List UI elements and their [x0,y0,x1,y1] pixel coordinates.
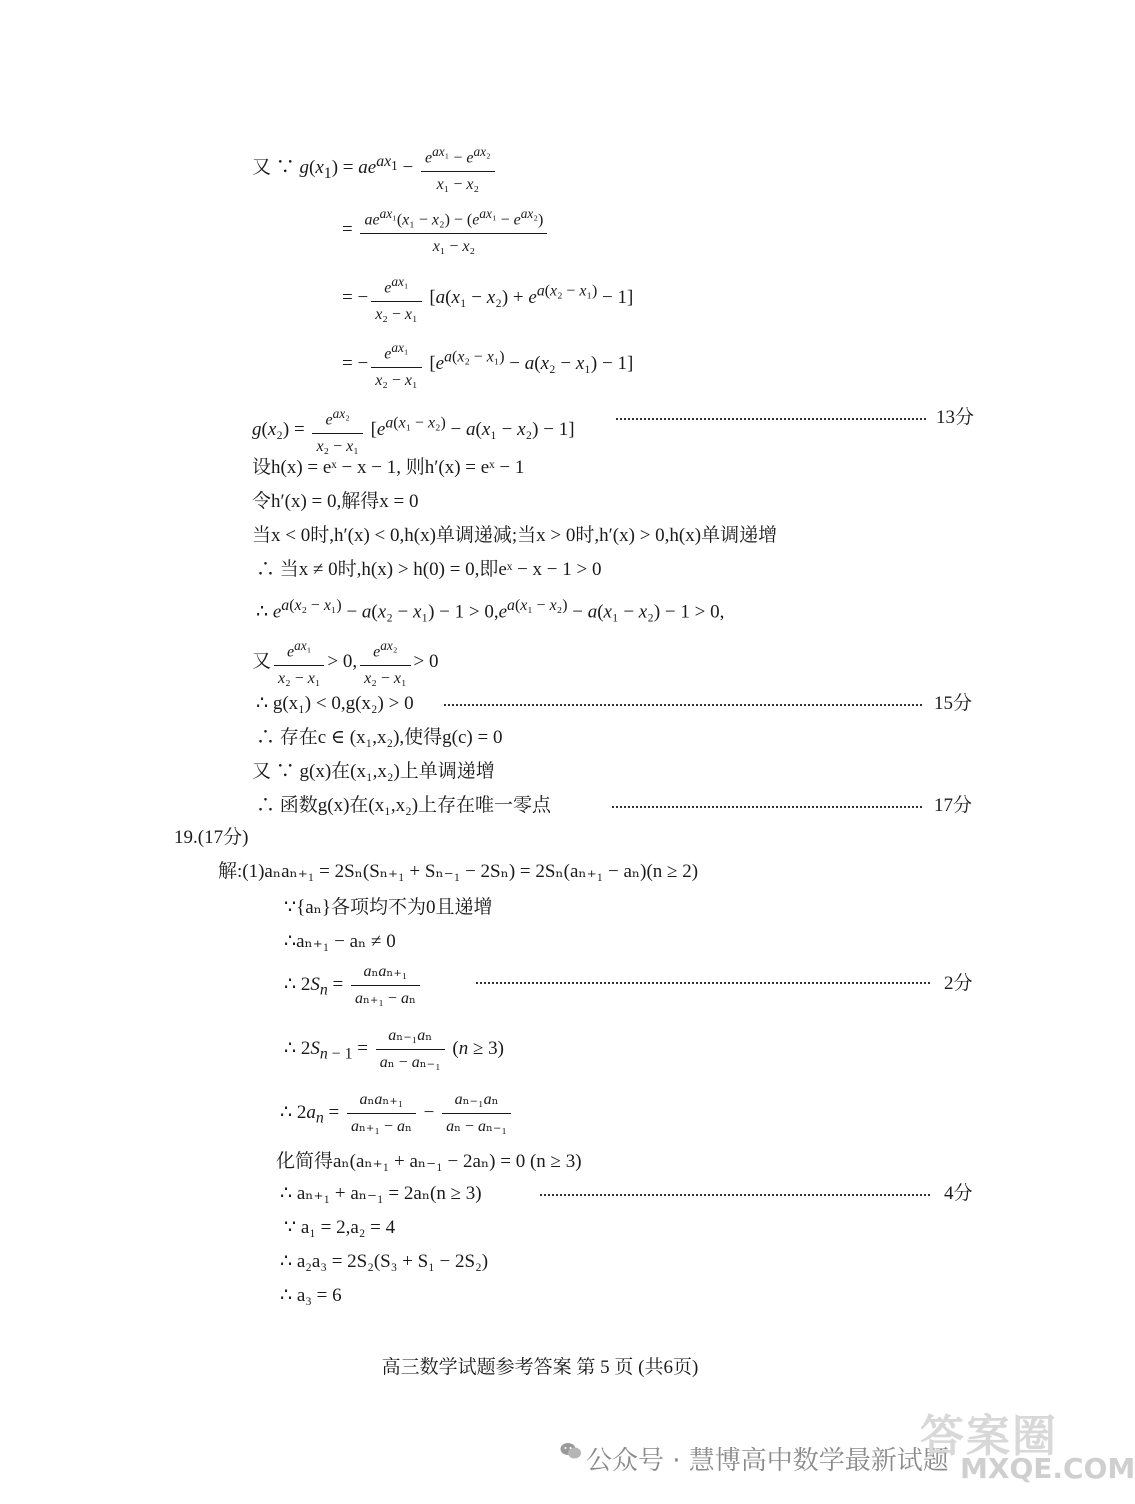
line-23: 化简得aₙ(aₙ₊₁ + aₙ₋₁ − 2aₙ) = 0 (n ≥ 3) [276,1151,582,1172]
formula-2Sn: ∴ $2S_n$ = $\frac{\text{aₙaₙ₊₁}}{\text{aₙ₊₁ − aₙ}}$ [284,962,423,1009]
formula-inequalities: ∴ $e^{a(x_2 - x_1)} - a(x_2 - x_1) - 1 > 0,e^{a(x_1 - x_2)} - a(x_1 - x_2) - 1 > 0$, [256,597,725,623]
line-24: ∴ aₙ₊₁ + aₙ₋₁ = 2aₙ(n ≥ 3) [280,1183,482,1204]
line-07: 令h′(x) = 0,解得x = 0 [252,491,419,512]
score-17: 17分 [934,795,973,816]
score-2: 2分 [944,973,973,994]
formula-step-4: = − $\frac{e^{ax_1}}{\text{x₂ − x₁}}$ $[e^{a(x_2 - x_1)} - a(x_2 - x_1) - 1]$ [342,340,634,390]
page-footer: 高三数学试题参考答案 第 5 页 (共6页) [381,1357,699,1378]
line-12: ∴ g(x₁) < 0,g(x₂) > 0 [256,693,414,714]
formula-step-3: = − $\frac{e^{ax_1}}{\text{x₂ − x₁}}$ $[a(x_1 - x_2) + e^{a(x_2 - x_1)} - 1]$ [342,274,634,324]
dot-leader [540,1194,930,1196]
line-08: 当x < 0时,h′(x) < 0,h(x)单调递减;当x > 0时,h′(x) > 0,h(x)单调递增 [252,525,778,546]
line-17: 解:(1)aₙaₙ₊₁ = 2Sₙ(Sₙ₊₁ + Sₙ₋₁ − 2Sₙ) = 2Sₙ(aₙ₊₁ − aₙ)(n ≥ 2) [218,861,699,882]
dot-leader [444,704,922,706]
wechat-icon [560,1442,582,1460]
line-06: 设h(x) = eˣ − x − 1, 则h′(x) = eˣ − 1 [252,457,525,478]
formula-2Sn-1: ∴ $2S_{n - 1}$ = $\frac{\text{aₙ₋₁aₙ}}{\text{aₙ − aₙ₋₁}}$ (n ≥ 3) [284,1027,504,1071]
formula-step-2: = $\frac{ae^{ax_1}(x_1 - x_2) - (e^{ax_1} - e^{ax_2})}{\text{x₁ − x₂}}$ [342,204,550,257]
watermark-logo: 答案圈 [920,1411,1058,1462]
score-13: 13分 [936,407,975,428]
dot-leader [616,418,926,420]
formula-2an: ∴ $2a_n$ = $\frac{\text{aₙaₙ₊₁}}{\text{aₙ₊₁ − aₙ}}$ − $\frac{\text{aₙ₋₁aₙ}}{\text{aₙ − aₙ₋₁}}$ [280,1090,514,1137]
line-27: ∴ a₃ = 6 [280,1285,342,1306]
dot-leader [612,806,922,808]
line-19: ∴aₙ₊₁ − aₙ ≠ 0 [284,931,396,952]
formula-positive-fractions: 又 $\frac{e^{ax_1}}{\text{x₂ − x₁}}$ > 0, $\frac{e^{ax_2}}{\text{x₂ − x₁}}$ > 0 [252,638,439,688]
line-15: ∴ 函数g(x)在(x₁,x₂)上存在唯一零点 [256,795,552,816]
watermark-logo-url: MXQE.COM [960,1452,1135,1485]
line-18: ∵{aₙ}各项均不为0且递增 [284,897,493,918]
formula-g-x1: 又 ∵ $g(x_1) = ae^{ax_1}$ − $\frac{e^{ax_1} - e^{ax_2}}{\text{x₁ − x₂}}$ [252,142,498,195]
question-19-heading: 19.(17分) [174,827,249,848]
line-09: ∴ 当x ≠ 0时,h(x) > h(0) = 0,即eˣ − x − 1 > 0 [256,559,602,580]
line-25: ∵ a₁ = 2,a₂ = 4 [284,1217,396,1238]
line-26: ∴ a₂a₃ = 2S₂(S₃ + S₁ − 2S₂) [280,1251,489,1272]
formula-g-x2: g(x₂) = $\frac{e^{ax_2}}{\text{x₂ − x₁}}$ $[e^{a(x_1 - x_2)} - a(x_1 - x_2) - 1]$ [252,406,575,456]
line-14: 又 ∵ g(x)在(x₁,x₂)上单调递增 [252,761,495,782]
dot-leader [476,982,930,984]
watermark-account: 公众号 · 慧博高中数学最新试题 [586,1446,949,1476]
score-15: 15分 [934,693,973,714]
score-4: 4分 [944,1183,973,1204]
line-13: ∴ 存在c ∈ (x₁,x₂),使得g(c) = 0 [256,727,503,748]
